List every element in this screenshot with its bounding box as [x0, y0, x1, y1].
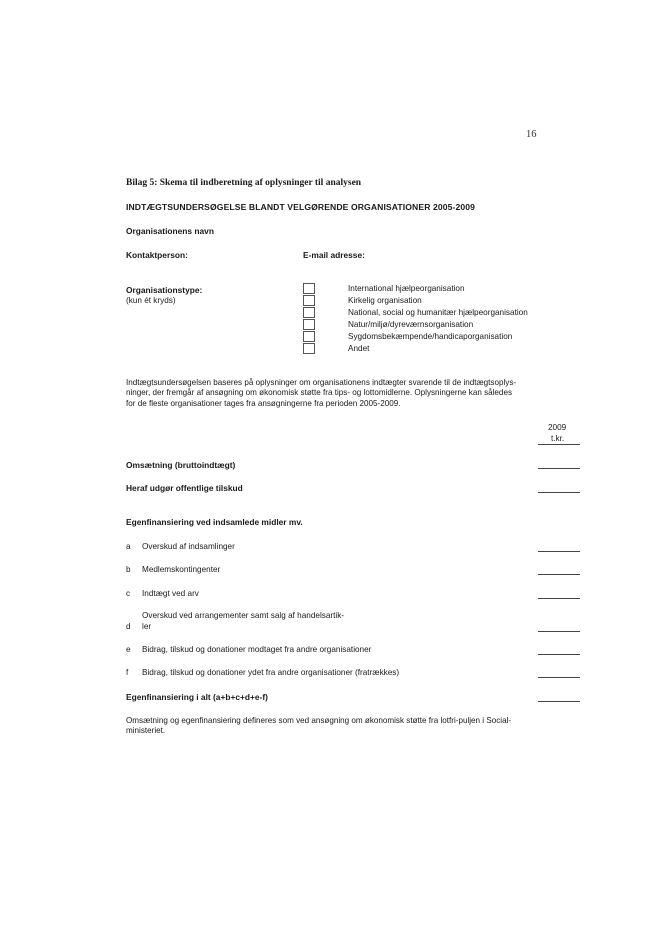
- item-letter: f: [126, 668, 129, 677]
- unit-header: t.kr.: [551, 434, 565, 443]
- org-type-option: Natur/miljø/dyreværnsorganisation: [348, 320, 474, 329]
- org-type-option: Kirkelig organisation: [348, 296, 422, 305]
- total-field[interactable]: [538, 701, 580, 702]
- item-label: Medlemskontingenter: [142, 565, 221, 574]
- org-type-checkbox-national[interactable]: [303, 307, 315, 318]
- intro-line: for de fleste organisationer tages fra ansøgningerne fra perioden 2005-2009.: [126, 398, 401, 408]
- org-type-checkbox-nature[interactable]: [303, 319, 315, 330]
- item-label: Indtægt ved arv: [142, 589, 199, 598]
- org-type-option: Andet: [348, 344, 370, 353]
- public-grants-field[interactable]: [538, 492, 580, 493]
- intro-line: ninger, der fremgår af ansøgning om økonomisk støtte fra tips- og lottomidlerne. Oplysningerne kan således: [126, 388, 512, 398]
- org-type-label: Organisationstype:: [126, 285, 203, 295]
- item-label: ler: [142, 622, 152, 631]
- item-letter: c: [126, 589, 131, 598]
- item-d-field[interactable]: [538, 631, 580, 632]
- total-label: Egenfinansiering i alt (a+b+c+d+e-f): [126, 692, 268, 702]
- org-type-checkbox-disease[interactable]: [303, 331, 315, 342]
- item-f-field[interactable]: [538, 677, 580, 678]
- page-number: 16: [526, 129, 537, 140]
- org-type-option: Sygdomsbekæmpende/handicaporganisation: [348, 332, 513, 341]
- item-e-field[interactable]: [538, 654, 580, 655]
- item-label: Bidrag, tilskud og donationer modtaget fra andre organisationer: [142, 645, 372, 654]
- public-grants-label: Heraf udgør offentlige tilskud: [126, 483, 243, 493]
- org-type-option: National, social og humanitær hjælpeorganisation: [348, 308, 528, 317]
- item-a-field[interactable]: [538, 551, 580, 552]
- intro-line: Indtægtsundersøgelsen baseres på oplysninger om organisationens indtægter svarende til de indtægtsoplys-: [126, 378, 517, 387]
- item-letter: d: [126, 622, 131, 631]
- turnover-field[interactable]: [538, 468, 580, 469]
- item-c-field[interactable]: [538, 598, 580, 599]
- email-label: E-mail adresse:: [303, 250, 365, 260]
- item-letter: a: [126, 542, 131, 551]
- definition-line: ministeriet.: [126, 726, 166, 736]
- year-header: 2009: [548, 423, 567, 432]
- org-type-hint: (kun ét kryds): [126, 296, 176, 305]
- intro-paragraph: [126, 378, 566, 409]
- item-label: Bidrag, tilskud og donationer ydet fra andre organisationer (fratrækkes): [142, 668, 400, 677]
- definition-line: Omsætning og egenfinansiering defineres som ved ansøgning om økonomisk støtte fra lotfri-puljen i Social-: [126, 716, 512, 725]
- org-type-checkbox-other[interactable]: [303, 343, 315, 354]
- org-type-checkbox-church[interactable]: [303, 295, 315, 306]
- definition-note: [126, 716, 566, 737]
- item-b-field[interactable]: [538, 574, 580, 575]
- item-letter: e: [126, 645, 131, 654]
- turnover-label: Omsætning (bruttoindtægt): [126, 460, 236, 470]
- appendix-title: Bilag 5: Skema til indberetning af oplysninger til analysen: [126, 178, 362, 188]
- unit-header-underline: [538, 444, 580, 445]
- item-letter: b: [126, 565, 131, 574]
- self-financing-heading: Egenfinansiering ved indsamlede midler mv.: [126, 517, 303, 527]
- item-label: Overskud af indsamlinger: [142, 542, 235, 551]
- item-label: Overskud ved arrangementer samt salg af handelsartik-: [142, 611, 345, 620]
- org-type-checkbox-international[interactable]: [303, 283, 315, 294]
- form-title: INDTÆGTSUNDERSØGELSE BLANDT VELGØRENDE ORGANISATIONER 2005-2009: [126, 202, 475, 212]
- org-type-option: International hjælpeorganisation: [348, 284, 465, 293]
- contact-person-label: Kontaktperson:: [126, 250, 188, 260]
- org-name-label: Organisationens navn: [126, 226, 214, 236]
